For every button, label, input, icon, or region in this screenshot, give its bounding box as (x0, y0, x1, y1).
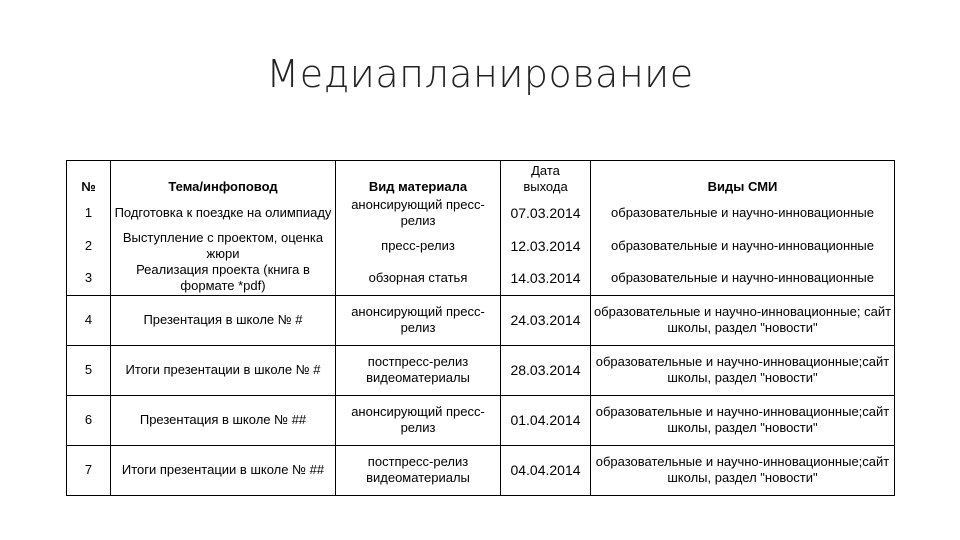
cell-topic: Подготовка к поездке на олимпиаду (111, 196, 336, 229)
cell-num: 6 (67, 395, 111, 445)
cell-material: анонсирующий пресс-релиз (336, 196, 501, 229)
table-row (67, 262, 895, 295)
table-row (67, 196, 895, 229)
cell-media: образовательные и научно-инновационные (591, 229, 895, 262)
cell-topic: Выступление с проектом, оценка жюри (111, 229, 336, 262)
cell-num: 5 (67, 345, 111, 395)
cell-material: анонсирующий пресс-релиз (336, 295, 501, 345)
cell-material: пресс-релиз (336, 229, 501, 262)
header-material: Вид материала (336, 161, 501, 197)
cell-topic: Итоги презентации в школе № ## (111, 445, 336, 495)
cell-date: 04.04.2014 (501, 445, 591, 495)
cell-num: 7 (67, 445, 111, 495)
cell-topic: Реализация проекта (книга в формате *pdf) (111, 262, 336, 295)
cell-date: 24.03.2014 (501, 295, 591, 345)
cell-topic: Презентация в школе № ## (111, 395, 336, 445)
table-row (67, 395, 895, 445)
cell-media: образовательные и научно-инновационные;сайт школы, раздел "новости" (591, 445, 895, 495)
header-num: № (67, 161, 111, 197)
cell-num: 3 (67, 262, 111, 295)
media-plan-table (66, 160, 895, 496)
table-header-row (67, 161, 895, 197)
cell-material: постпресс-релиз видеоматериалы (336, 345, 501, 395)
cell-media: образовательные и научно-инновационные;сайт школы, раздел "новости" (591, 345, 895, 395)
cell-topic: Итоги презентации в школе № # (111, 345, 336, 395)
cell-date: 07.03.2014 (501, 196, 591, 229)
cell-date: 14.03.2014 (501, 262, 591, 295)
header-topic: Тема/инфоповод (111, 161, 336, 197)
header-media: Виды СМИ (591, 161, 895, 197)
cell-media: образовательные и научно-инновационные (591, 262, 895, 295)
cell-date: 28.03.2014 (501, 345, 591, 395)
cell-media: образовательные и научно-инновационные;сайт школы, раздел "новости" (591, 395, 895, 445)
table-row (67, 345, 895, 395)
cell-num: 1 (67, 196, 111, 229)
cell-material: анонсирующий пресс-релиз (336, 395, 501, 445)
cell-date: 12.03.2014 (501, 229, 591, 262)
cell-topic: Презентация в школе № # (111, 295, 336, 345)
header-date (501, 161, 591, 197)
header-date-line1: Дата (531, 163, 560, 178)
table-row (67, 445, 895, 495)
cell-media: образовательные и научно-инновационные; сайт школы, раздел "новости" (591, 295, 895, 345)
slide-title: Медиапланирование (266, 52, 694, 96)
table-row (67, 229, 895, 262)
cell-date: 01.04.2014 (501, 395, 591, 445)
cell-media: образовательные и научно-инновационные (591, 196, 895, 229)
cell-material: обзорная статья (336, 262, 501, 295)
table-row (67, 295, 895, 345)
cell-material: постпресс-релиз видеоматериалы (336, 445, 501, 495)
cell-num: 2 (67, 229, 111, 262)
cell-num: 4 (67, 295, 111, 345)
header-date-line2: выхода (523, 179, 568, 194)
